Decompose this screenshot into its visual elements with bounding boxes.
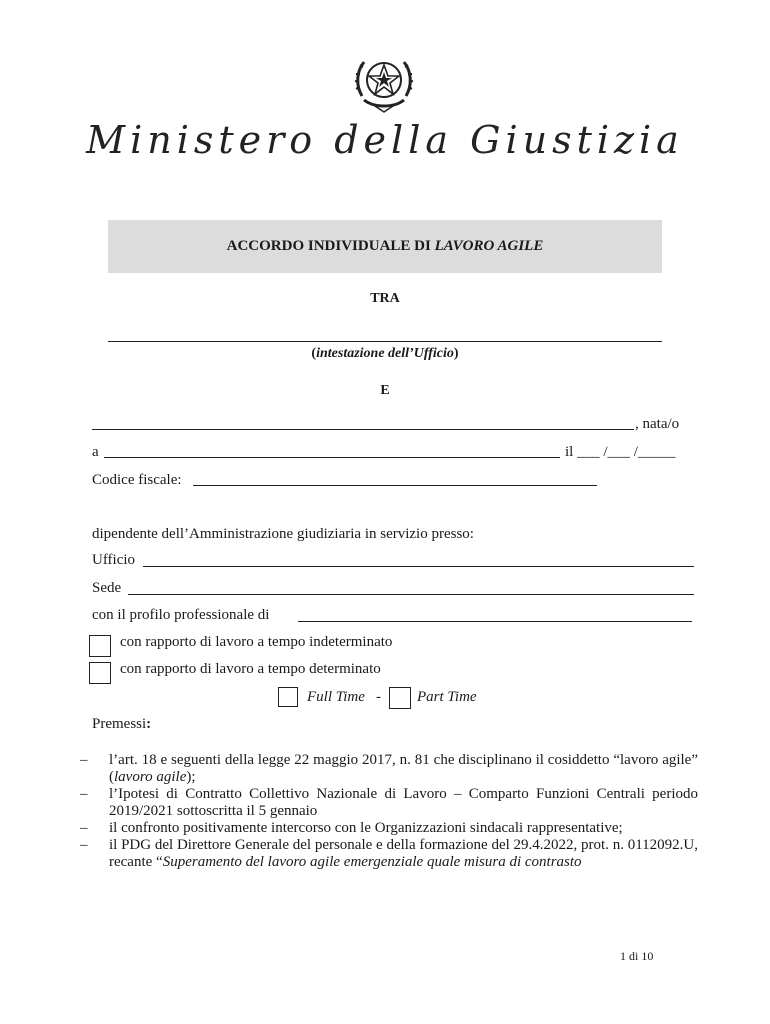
emblem-logo <box>354 52 414 114</box>
list-item: – l’art. 18 e seguenti della legge 22 maggio 2017, n. 81 che disciplinano il cosiddetto “lavoro agile” (lavoro agile); <box>80 752 698 785</box>
a-label: a <box>92 444 99 460</box>
checkbox-determinato[interactable] <box>89 662 111 684</box>
list-item: – il confronto positivamente intercorso con le Organizzazioni sindacali rappresentative; <box>80 820 623 836</box>
profilo-label: con il profilo professionale di <box>92 607 270 623</box>
part-time-label: Part Time <box>417 689 477 705</box>
bullet-dash: – <box>80 837 88 853</box>
bullet-dash: – <box>80 786 88 802</box>
premesse-list <box>80 752 698 871</box>
codice-fiscale-field[interactable] <box>193 485 597 486</box>
list-item: – l’Ipotesi di Contratto Collettivo Nazionale di Lavoro – Comparto Funzioni Centrali periodo 2019/2021 sottoscritta il 5 gennaio <box>80 786 698 819</box>
sede-field[interactable] <box>128 594 694 595</box>
office-caption: (intestazione dell’Ufficio) <box>311 346 459 361</box>
codice-fiscale-label: Codice fiscale: <box>92 472 182 488</box>
employment-intro: dipendente dell’Amministrazione giudiziaria in servizio presso: <box>92 526 474 542</box>
checkbox-indeterminato[interactable] <box>89 635 111 657</box>
ufficio-label: Ufficio <box>92 552 136 568</box>
contract-determinato-label: con rapporto di lavoro a tempo determinato <box>120 661 381 677</box>
tra-label: TRA <box>370 291 400 306</box>
bullet-dash: – <box>80 752 88 768</box>
full-time-label: Full Time <box>307 689 365 705</box>
office-line[interactable] <box>108 341 662 342</box>
title-prefix: ACCORDO INDIVIDUALE DI <box>226 238 435 254</box>
checkbox-full-time[interactable] <box>278 687 298 707</box>
title-italic: LAVORO AGILE <box>434 238 544 254</box>
list-item: – il PDG del Direttore Generale del personale e della formazione del 29.4.2022, prot. n. 0112092.U, recante “Superamento del lavoro agile emergenziale quale misura di contrasto <box>80 837 698 870</box>
profilo-field[interactable] <box>298 621 692 622</box>
premesse-label: Premessi: <box>92 716 152 732</box>
name-field[interactable] <box>92 429 634 430</box>
checkbox-part-time[interactable] <box>389 687 411 709</box>
ministry-name: Ministero della Giustizia <box>86 118 684 162</box>
contract-indeterminato-label: con rapporto di lavoro a tempo indeterminato <box>120 634 393 650</box>
ufficio-field[interactable] <box>143 566 694 567</box>
time-separator: - <box>376 689 381 705</box>
nato-label: , nata/o <box>635 416 680 432</box>
page-number: 1 di 10 <box>620 949 654 963</box>
office-caption-italic: intestazione dell’Ufficio <box>316 346 454 361</box>
bullet-dash: – <box>80 820 88 836</box>
document-title <box>108 220 662 273</box>
birthdate-field[interactable]: il ___ /___ /_____ <box>565 444 676 460</box>
sede-label: Sede <box>92 580 122 596</box>
birthplace-field[interactable] <box>104 457 560 458</box>
e-label: E <box>380 383 390 398</box>
